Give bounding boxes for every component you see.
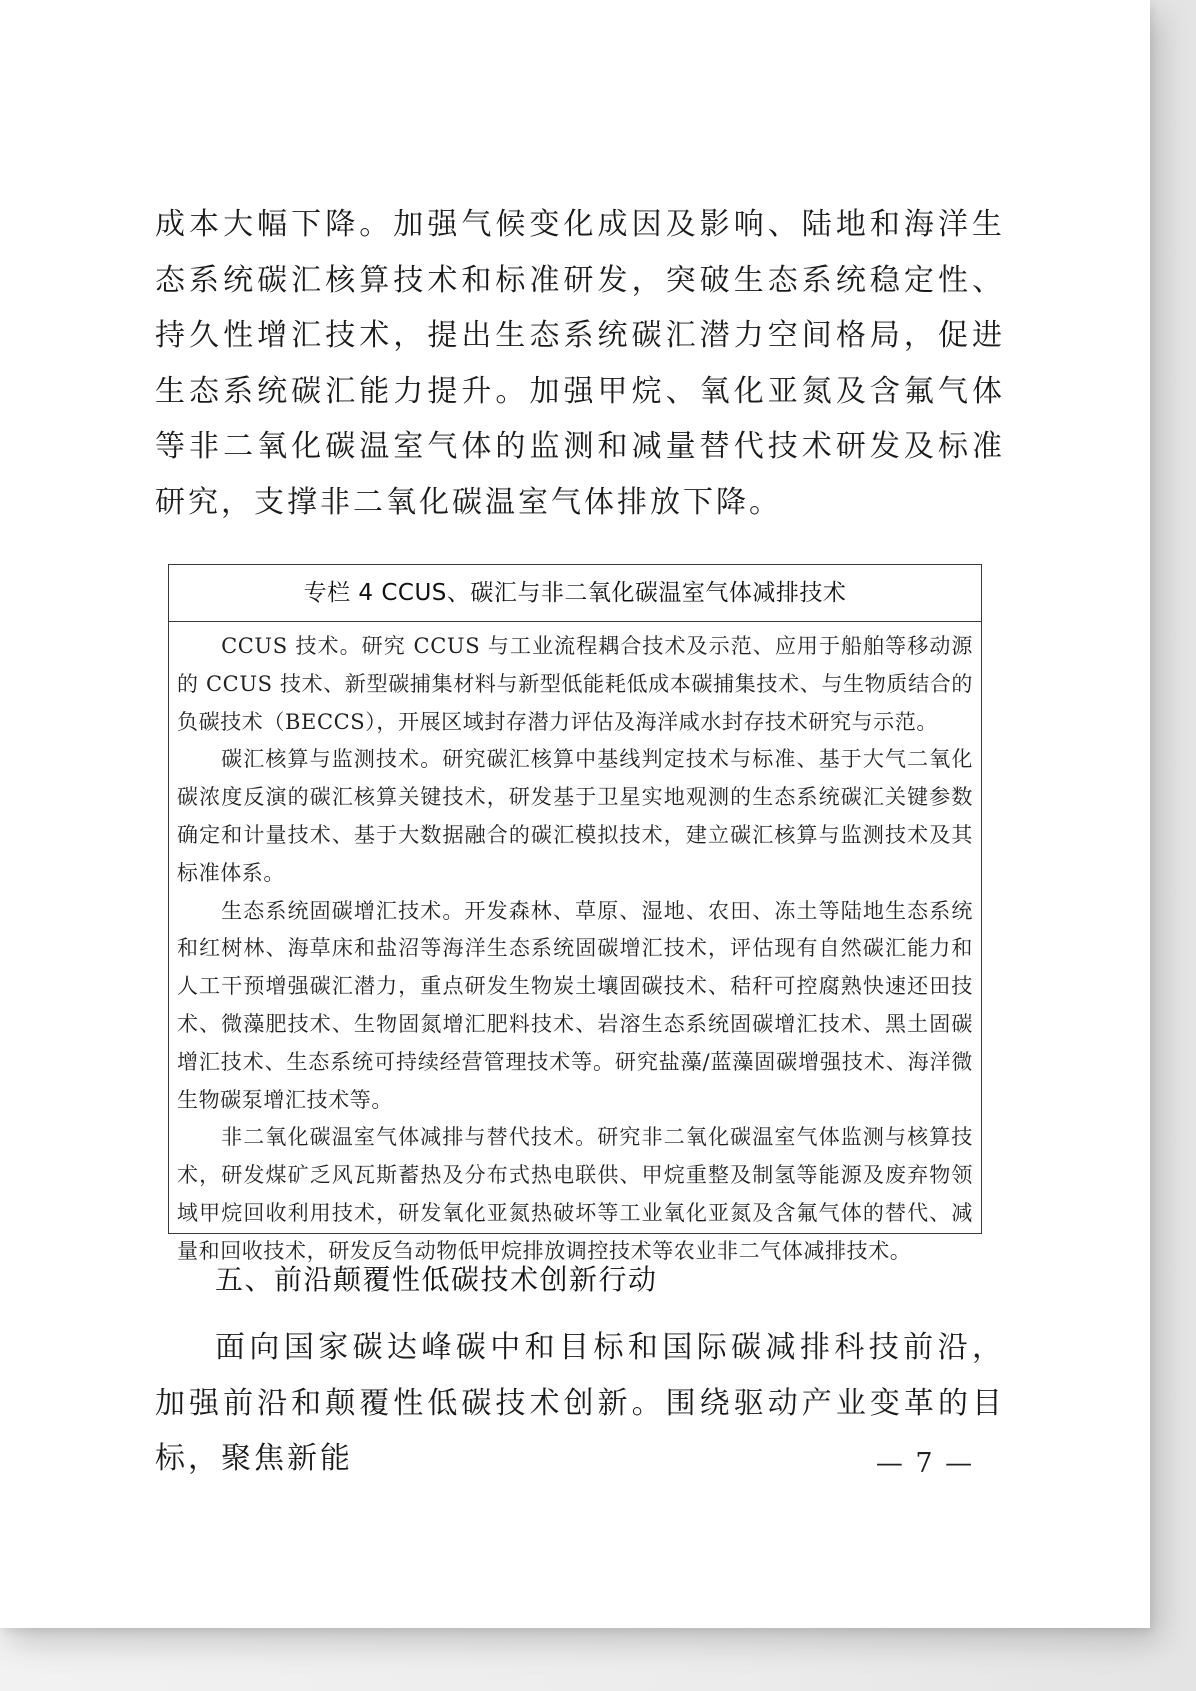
box-paragraph-ecosystem-sequestration: 生态系统固碳增汇技术。开发森林、草原、湿地、农田、冻土等陆地生态系统和红树林、海草床和盐沼等海洋生态系统固碳增汇技术，评估现有自然碳汇能力和人工干预增强碳汇潜力，重点研发生物炭土壤固碳技术、秸秆可控腐熟快速还田技术、微藻肥技术、生物固氮增汇肥料技术、岩溶生态系统固碳增汇技术、黑土固碳增汇技术、生态系统可持续经营管理技术等。研究盐藻/蓝藻固碳增强技术、海洋微生物碳泵增汇技术等。 — [177, 898, 973, 1112]
box-paragraph-ccus: CCUS 技术。研究 CCUS 与工业流程耦合技术及示范、应用于船舶等移动源的 CCUS 技术、新型碳捕集材料与新型低能耗低成本碳捕集技术、与生物质结合的负碳技术（BECCS），开展区域封存潜力评估及海洋咸水封存技术研究与示范。 — [177, 634, 973, 734]
box-paragraph-non-co2-gases: 非二氧化碳温室气体减排与替代技术。研究非二氧化碳温室气体监测与核算技术，研发煤矿乏风瓦斯蓄热及分布式热电联供、甲烷重整及制氢等能源及废弃物领域甲烷回收利用技术，研发氧化亚氮热破坏等工业氧化亚氮及含氟气体的替代、减量和回收技术，研发反刍动物低甲烷排放调控技术等农业非二气体减排技术。 — [177, 1125, 973, 1263]
special-column-box — [168, 564, 982, 1263]
special-column-body — [169, 622, 981, 1271]
section-heading: 五、前沿颠覆性低碳技术创新行动 — [215, 1263, 658, 1296]
special-column-title: 专栏 4 CCUS、碳汇与非二氧化碳温室气体减排技术 — [169, 565, 981, 622]
body-paragraph-1: 成本大幅下降。加强气候变化成因及影响、陆地和海洋生态系统碳汇核算技术和标准研发，突破生态系统稳定性、持久性增汇技术，提出生态系统碳汇潜力空间格局，促进生态系统碳汇能力提升。加强甲烷、氧化亚氮及含氟气体等非二氧化碳温室气体的监测和减量替代技术研发及标准研究，支撑非二氧化碳温室气体排放下降。 — [155, 207, 1005, 520]
body-paragraph-2: 面向国家碳达峰碳中和目标和国际碳减排科技前沿，加强前沿和颠覆性低碳技术创新。围绕驱动产业变革的目标，聚焦新能 — [155, 1330, 1005, 1476]
box-paragraph-carbon-sink-accounting: 碳汇核算与监测技术。研究碳汇核算中基线判定技术与标准、基于大气二氧化碳浓度反演的碳汇核算关键技术，研发基于卫星实地观测的生态系统碳汇关键参数确定和计量技术、基于大数据融合的碳汇模拟技术，建立碳汇核算与监测技术及其标准体系。 — [177, 747, 973, 885]
page-number: — 7 — — [875, 1448, 975, 1479]
